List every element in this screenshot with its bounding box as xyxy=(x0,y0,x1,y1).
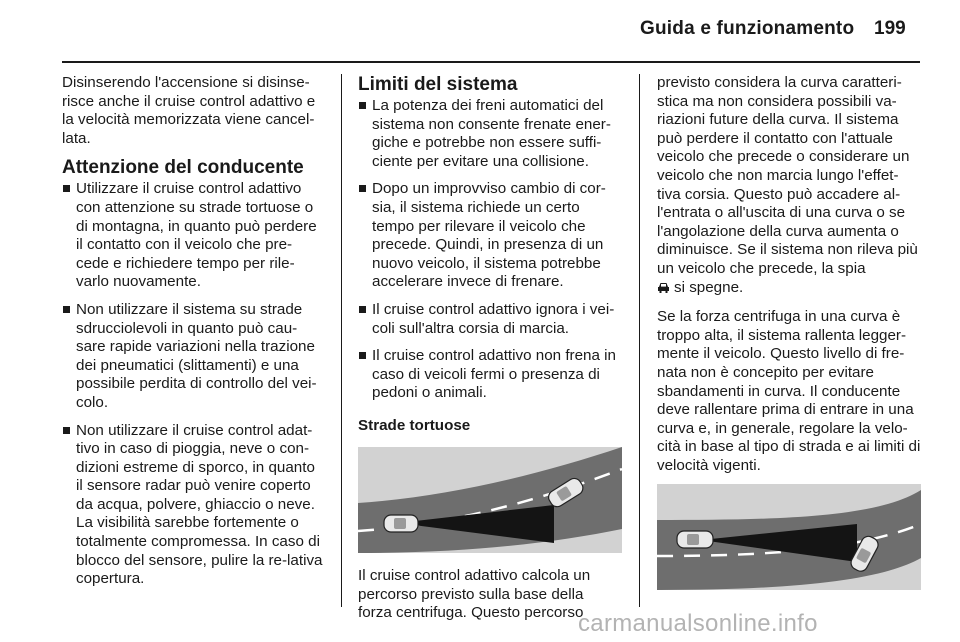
paragraph: Se la forza centrifuga in una curva è troppo alta, il sistema rallenta legger-mente il veicolo. Questo livello di fre-nata non è concepito per evitare sbandamenti in curva. Il conducente deve rallentare prima di entrare in una curva e, in generale, regolare la velo-cità in base al tipo di strada e ai limiti di velocità vigenti. xyxy=(657,308,921,474)
intro-paragraph: Disinserendo l'accensione si disinse-risce anche il cruise control adattivo e la velocità memorizzata viene cancel-lata. xyxy=(62,74,316,147)
car-icon xyxy=(384,515,418,532)
subheading-winding-roads: Strade tortuose xyxy=(358,416,471,434)
header-rule xyxy=(62,61,920,63)
column-middle xyxy=(358,74,620,632)
list-item: Dopo un improvviso cambio di cor-sia, il sistema richiede un certo tempo per rilevare il veicolo che precede. Quindi, in presenza di un nuovo veicolo, il sistema potrebbe accelerare invece di frenare. xyxy=(358,180,620,292)
column-right xyxy=(657,74,921,604)
page-number: 199 xyxy=(874,18,906,39)
list-item: Non utilizzare il cruise control adat-tivo in caso di pioggia, neve o con-dizioni estreme di sporco, in quanto il sensore radar può venire coperto da acqua, polvere, ghiaccio o neve. La visibilità sarebbe fortemente o totalmente compromessa. In caso di blocco del sensore, pulire la re-lativa copertura. xyxy=(62,422,324,589)
car-icon xyxy=(677,531,713,548)
paragraph xyxy=(657,74,921,299)
column-divider xyxy=(639,74,640,607)
list-item: La potenza dei freni automatici del sistema non consente frenate ener-giche e potrebbe non essere suffi-ciente per evitare una collisione. xyxy=(358,97,620,171)
section-heading-system-limits: Limiti del sistema xyxy=(358,74,518,95)
list-item: Il cruise control adattivo non frena in caso di veicoli fermi o presenza di pedoni o animali. xyxy=(358,347,620,403)
vehicle-ahead-indicator-icon xyxy=(657,281,670,300)
driver-attention-list xyxy=(62,180,324,588)
list-item: Il cruise control adattivo ignora i vei-coli sull'altra corsia di marcia. xyxy=(358,301,620,338)
winding-road-illustration xyxy=(657,484,921,590)
system-limits-list xyxy=(358,97,620,403)
paragraph-text: si spegne. xyxy=(674,278,744,296)
paragraph-text: previsto considera la curva caratteri-stica ma non considera possibili va-riazioni future della curva. Il sistema può perdere il contatto con l'attuale veicolo che precede o considerare un veicolo che non marcia lungo l'effet-tiva corsia. Questo può accadere al-l'entrata o all'uscita di una curva o se l'angolazione della curva aumenta o diminuisce. Se il sistema non rileva più un veicolo che precede, la spia xyxy=(657,74,918,277)
section-heading-driver-attention: Attenzione del conducente xyxy=(62,157,304,179)
list-item: Utilizzare il cruise control adattivo con attenzione su strade tortuose o di montagna, in quanto può perdere il contatto con il veicolo che pre-cede e richiedere tempo per rile-varlo nuovamente. xyxy=(62,180,324,292)
column-left xyxy=(62,74,324,598)
list-item: Non utilizzare il sistema su strade sdrucciolevoli in quanto può cau-sare rapide variazioni nella trazione dei pneumatici (slittamenti) e una possibile perdita di controllo del vei-colo. xyxy=(62,301,324,413)
page-header-title: Guida e funzionamento xyxy=(640,18,855,39)
paragraph: Il cruise control adattivo calcola un percorso previsto sulla base della forza centrifuga. Questo percorso xyxy=(358,566,591,622)
watermark: carmanualsonline.info xyxy=(578,610,818,637)
column-divider xyxy=(341,74,342,607)
winding-road-illustration xyxy=(358,447,620,553)
